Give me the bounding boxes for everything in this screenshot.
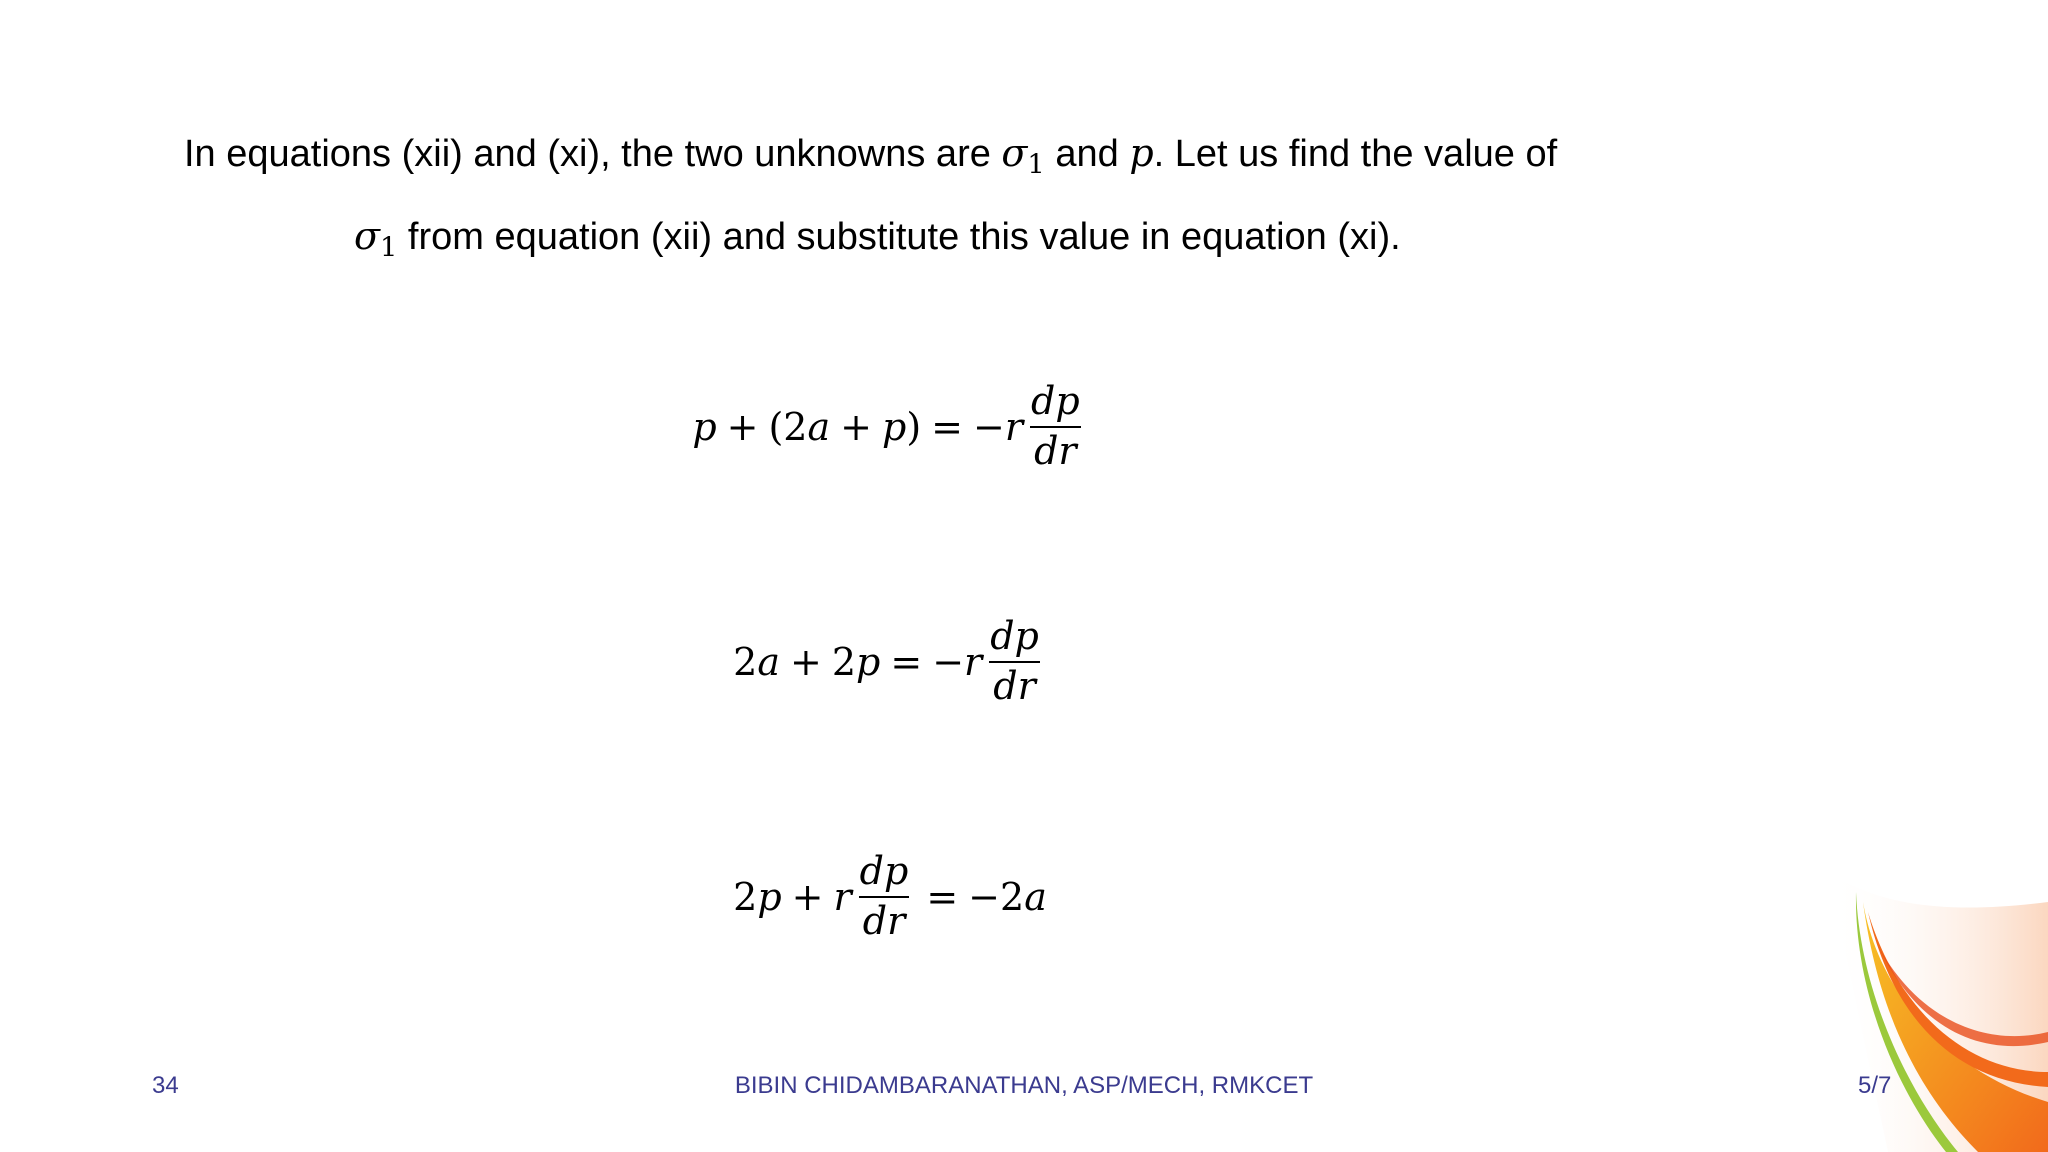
- footer-author: BIBIN CHIDAMBARANATHAN, ASP/MECH, RMKCET: [734, 1072, 1314, 1099]
- page-number: 34: [152, 1072, 179, 1099]
- fraction-dp-dr: $\frac{dp}{dr}$: [990, 614, 1039, 708]
- equation-3: 2 p + r $\frac{dp}{dr}$ = −2 a: [733, 849, 1047, 943]
- p-symbol: p: [1129, 131, 1154, 175]
- intro-text: from equation (xii) and substitute this value in equation (xi).: [397, 215, 1401, 258]
- fraction-dp-dr: $\frac{dp}{dr}$: [1031, 379, 1080, 473]
- sigma-symbol: $\sigma_1$: [354, 213, 398, 264]
- intro-line-1: [184, 118, 1744, 201]
- intro-paragraph: [184, 118, 1744, 283]
- corner-swoosh-decoration: [1768, 872, 2048, 1152]
- intro-line-2: [184, 201, 1744, 284]
- equation-1: p + (2 a + p ) = −r $\frac{dp}{dr}$: [0, 380, 1780, 473]
- sigma-symbol: $\sigma_1$: [1001, 131, 1045, 181]
- intro-text: and: [1044, 133, 1130, 175]
- intro-text: In equations (xii) and (xi), the two unknowns are: [184, 133, 1002, 175]
- intro-text: . Let us find the value of: [1153, 133, 1558, 175]
- fraction-dp-dr: $\frac{dp}{dr}$: [859, 849, 909, 943]
- slide-counter: 5/7: [1858, 1072, 1892, 1099]
- equation-2: 2 a + 2 p = −r $\frac{dp}{dr}$: [0, 615, 1780, 708]
